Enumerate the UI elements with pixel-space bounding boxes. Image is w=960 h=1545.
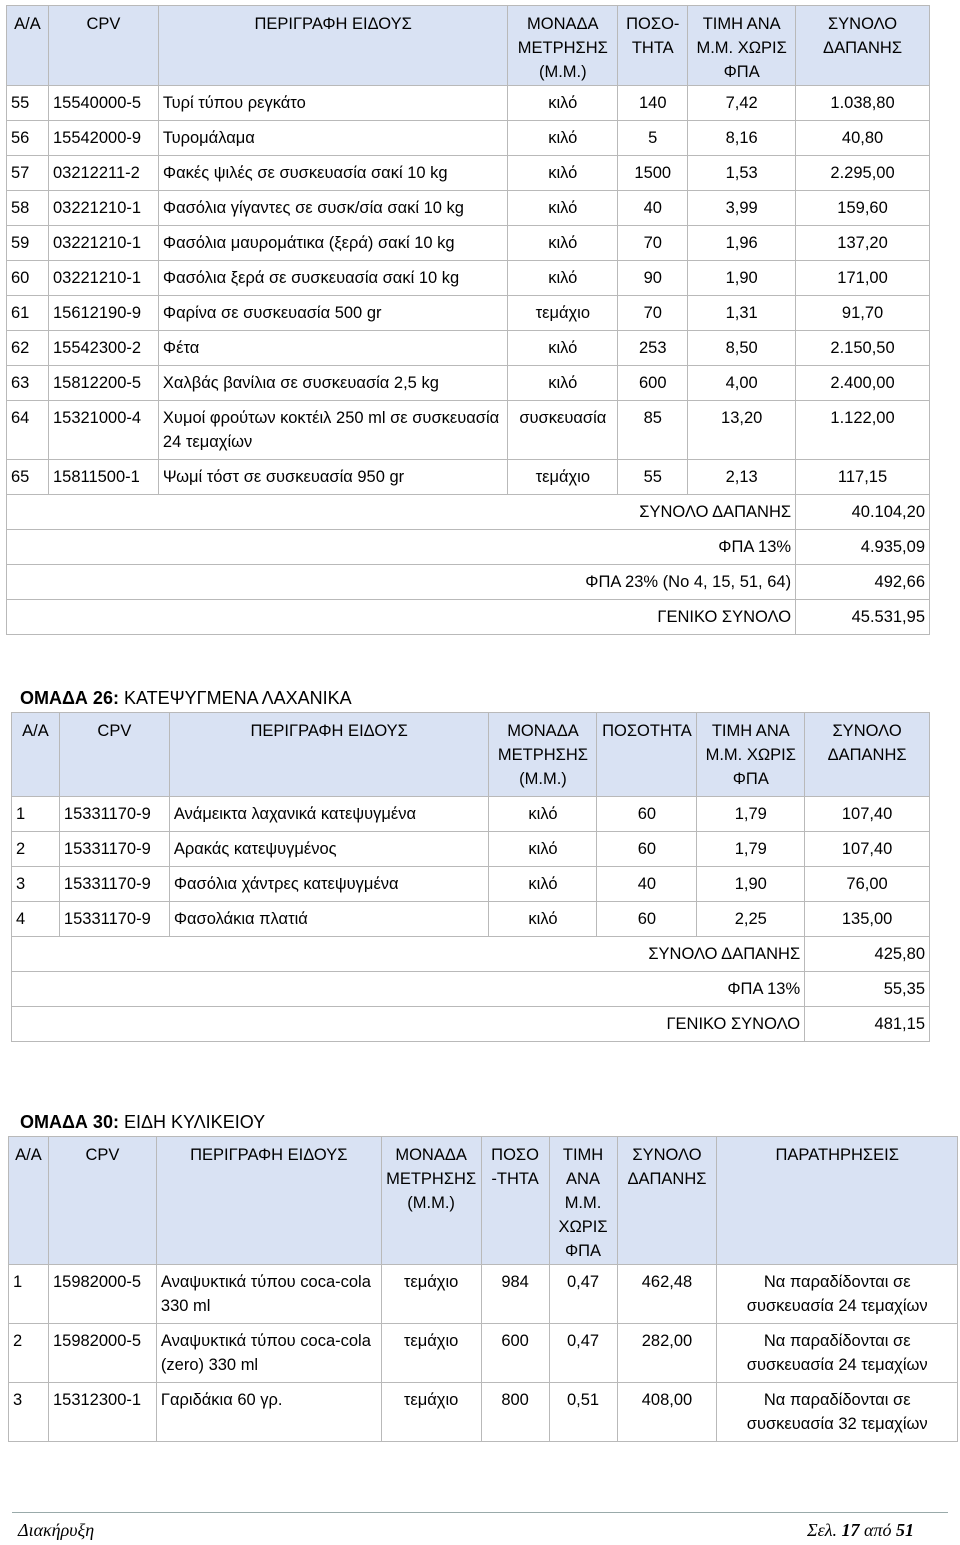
cell-cpv: 03221210-1 [48, 226, 158, 261]
summary-row [7, 495, 930, 530]
cell-quantity: 800 [481, 1383, 549, 1442]
cell-unit-price: 1,79 [697, 797, 805, 832]
cell-unit: κιλό [508, 261, 618, 296]
cell-quantity: 253 [618, 331, 688, 366]
header-unit-price: ΤΙΜΗ ΑΝΑ Μ.Μ. ΧΩΡΙΣ ΦΠΑ [697, 713, 805, 797]
cell-aa: 2 [12, 832, 60, 867]
cell-remarks: Να παραδίδονται σε συσκευασία 24 τεμαχίων [717, 1265, 958, 1324]
cell-quantity: 90 [618, 261, 688, 296]
header-description: ΠΕΡΙΓΡΑΦΗ ΕΙΔΟΥΣ [169, 713, 489, 797]
cell-unit: τεμάχιο [381, 1324, 481, 1383]
summary-value: 45.531,95 [796, 600, 930, 635]
cell-unit-price: 1,53 [688, 156, 796, 191]
header-unit-price: ΤΙΜΗ ΑΝΑ Μ.Μ. ΧΩΡΙΣ ΦΠΑ [549, 1137, 617, 1265]
cell-aa: 55 [7, 86, 49, 121]
cell-aa: 1 [12, 797, 60, 832]
cell-description: Τυρομάλαμα [158, 121, 507, 156]
cell-cpv: 15331170-9 [59, 902, 169, 937]
cell-unit: κιλό [508, 121, 618, 156]
cell-quantity: 5 [618, 121, 688, 156]
cell-description: Φακές ψιλές σε συσκευασία σακί 10 kg [158, 156, 507, 191]
cell-aa: 57 [7, 156, 49, 191]
table-row [7, 366, 930, 401]
header-quantity: ΠΟΣΟ -ΤΗΤΑ [481, 1137, 549, 1265]
cell-quantity: 984 [481, 1265, 549, 1324]
summary-value: 481,15 [805, 1007, 930, 1042]
cell-cpv: 15982000-5 [48, 1265, 156, 1324]
cell-unit-price: 1,31 [688, 296, 796, 331]
cell-total: 1.122,00 [796, 401, 930, 460]
cell-aa: 1 [9, 1265, 49, 1324]
footer-rule [12, 1512, 948, 1513]
cell-aa: 63 [7, 366, 49, 401]
cell-total: 135,00 [805, 902, 930, 937]
summary-label: ΣΥΝΟΛΟ ΔΑΠΑΝΗΣ [7, 495, 796, 530]
cell-unit: τεμάχιο [508, 460, 618, 495]
cell-aa: 62 [7, 331, 49, 366]
cell-aa: 58 [7, 191, 49, 226]
header-cpv: CPV [48, 6, 158, 86]
header-total: ΣΥΝΟΛΟ ΔΑΠΑΝΗΣ [796, 6, 930, 86]
cell-unit: κιλό [508, 86, 618, 121]
cell-cpv: 15812200-5 [48, 366, 158, 401]
cell-unit-price: 2,13 [688, 460, 796, 495]
summary-value: 4.935,09 [796, 530, 930, 565]
cell-aa: 59 [7, 226, 49, 261]
cell-quantity: 140 [618, 86, 688, 121]
header-total: ΣΥΝΟΛΟ ΔΑΠΑΝΗΣ [805, 713, 930, 797]
header-aa: Α/Α [9, 1137, 49, 1265]
cell-unit-price: 3,99 [688, 191, 796, 226]
cell-unit: τεμάχιο [381, 1265, 481, 1324]
cell-remarks: Να παραδίδονται σε συσκευασία 24 τεμαχίων [717, 1324, 958, 1383]
header-aa: Α/Α [7, 6, 49, 86]
cell-cpv: 15331170-9 [59, 797, 169, 832]
table-row [7, 226, 930, 261]
cell-description: Ψωμί τόστ σε συσκευασία 950 gr [158, 460, 507, 495]
table-row [7, 331, 930, 366]
cell-unit-price: 0,51 [549, 1383, 617, 1442]
cell-description: Φασόλια μαυρομάτικα (ξερά) σακί 10 kg [158, 226, 507, 261]
summary-row [7, 565, 930, 600]
cell-quantity: 600 [481, 1324, 549, 1383]
table-row [7, 261, 930, 296]
cell-total: 107,40 [805, 797, 930, 832]
cell-aa: 61 [7, 296, 49, 331]
cell-total: 1.038,80 [796, 86, 930, 121]
cell-unit: κιλό [508, 226, 618, 261]
cell-aa: 60 [7, 261, 49, 296]
header-cpv: CPV [48, 1137, 156, 1265]
table-row [12, 902, 930, 937]
cell-cpv: 15321000-4 [48, 401, 158, 460]
cell-description: Αρακάς κατεψυγμένος [169, 832, 489, 867]
cell-cpv: 15542300-2 [48, 331, 158, 366]
cell-unit-price: 1,79 [697, 832, 805, 867]
cell-description: Φέτα [158, 331, 507, 366]
cell-quantity: 70 [618, 296, 688, 331]
cell-cpv: 15542000-9 [48, 121, 158, 156]
table-row [9, 1324, 958, 1383]
cell-unit-price: 1,90 [688, 261, 796, 296]
cell-total: 76,00 [805, 867, 930, 902]
cell-total: 107,40 [805, 832, 930, 867]
summary-label: ΦΠΑ 23% (Νο 4, 15, 51, 64) [7, 565, 796, 600]
cell-unit: τεμάχιο [508, 296, 618, 331]
cell-unit-price: 8,16 [688, 121, 796, 156]
cell-total: 408,00 [617, 1383, 717, 1442]
cell-unit: κιλό [489, 902, 597, 937]
cell-cpv: 03212211-2 [48, 156, 158, 191]
header-description: ΠΕΡΙΓΡΑΦΗ ΕΙΔΟΥΣ [158, 6, 507, 86]
cell-quantity: 40 [597, 867, 697, 902]
cell-quantity: 70 [618, 226, 688, 261]
summary-value: 55,35 [805, 972, 930, 1007]
cell-aa: 2 [9, 1324, 49, 1383]
cell-unit: κιλό [508, 366, 618, 401]
group-30-title: ΟΜΑΔΑ 30: ΕΙΔΗ ΚΥΛΙΚΕΙΟΥ [20, 1112, 266, 1132]
footer-doc-title: Διακήρυξη [18, 1520, 95, 1540]
cell-description: Φασολάκια πλατιά [169, 902, 489, 937]
table-row [9, 1383, 958, 1442]
cell-cpv: 15312300-1 [48, 1383, 156, 1442]
summary-row [12, 972, 930, 1007]
cell-quantity: 60 [597, 832, 697, 867]
cell-unit-price: 2,25 [697, 902, 805, 937]
cell-description: Ανάμεικτα λαχανικά κατεψυγμένα [169, 797, 489, 832]
cell-cpv: 15540000-5 [48, 86, 158, 121]
header-unit: ΜΟΝΑΔΑ ΜΕΤΡΗΣΗΣ (Μ.Μ.) [489, 713, 597, 797]
table-row [12, 832, 930, 867]
cell-description: Τυρί τύπου ρεγκάτο [158, 86, 507, 121]
summary-value: 492,66 [796, 565, 930, 600]
cell-total: 462,48 [617, 1265, 717, 1324]
summary-label: ΓΕΝΙΚΟ ΣΥΝΟΛΟ [12, 1007, 805, 1042]
group-30-table [8, 1136, 958, 1442]
summary-row [12, 1007, 930, 1042]
cell-description: Αναψυκτικά τύπου coca-cola 330 ml [156, 1265, 381, 1324]
table-row [12, 867, 930, 902]
cell-description: Φασόλια χάντρες κατεψυγμένα [169, 867, 489, 902]
summary-value: 40.104,20 [796, 495, 930, 530]
cell-total: 282,00 [617, 1324, 717, 1383]
cell-unit: συσκευασία [508, 401, 618, 460]
cell-unit: κιλό [489, 832, 597, 867]
cell-cpv: 03221210-1 [48, 191, 158, 226]
summary-row [7, 600, 930, 635]
cell-cpv: 03221210-1 [48, 261, 158, 296]
cell-quantity: 60 [597, 797, 697, 832]
cell-description: Χαλβάς βανίλια σε συσκευασία 2,5 kg [158, 366, 507, 401]
cell-description: Αναψυκτικά τύπου coca-cola (zero) 330 ml [156, 1324, 381, 1383]
cell-total: 2.400,00 [796, 366, 930, 401]
cell-cpv: 15331170-9 [59, 832, 169, 867]
cell-unit: κιλό [508, 156, 618, 191]
summary-label: ΓΕΝΙΚΟ ΣΥΝΟΛΟ [7, 600, 796, 635]
cell-unit: κιλό [508, 331, 618, 366]
cell-quantity: 600 [618, 366, 688, 401]
group-26-table [11, 712, 930, 1042]
table-row [12, 797, 930, 832]
cell-quantity: 85 [618, 401, 688, 460]
header-remarks: ΠΑΡΑΤΗΡΗΣΕΙΣ [717, 1137, 958, 1265]
cell-total: 2.150,50 [796, 331, 930, 366]
header-total: ΣΥΝΟΛΟ ΔΑΠΑΝΗΣ [617, 1137, 717, 1265]
cell-quantity: 60 [597, 902, 697, 937]
header-description: ΠΕΡΙΓΡΑΦΗ ΕΙΔΟΥΣ [156, 1137, 381, 1265]
cell-quantity: 55 [618, 460, 688, 495]
cell-description: Χυμοί φρούτων κοκτέιλ 250 ml σε συσκευασία 24 τεμαχίων [158, 401, 507, 460]
cell-aa: 4 [12, 902, 60, 937]
cell-quantity: 40 [618, 191, 688, 226]
cell-total: 171,00 [796, 261, 930, 296]
cell-description: Φασόλια ξερά σε συσκευασία σακί 10 kg [158, 261, 507, 296]
cell-total: 40,80 [796, 121, 930, 156]
cell-description: Γαριδάκια 60 γρ. [156, 1383, 381, 1442]
summary-value: 425,80 [805, 937, 930, 972]
table-row [7, 296, 930, 331]
table-row [7, 191, 930, 226]
cell-unit: κιλό [508, 191, 618, 226]
cell-unit: τεμάχιο [381, 1383, 481, 1442]
cell-remarks: Να παραδίδονται σε συσκευασία 32 τεμαχίων [717, 1383, 958, 1442]
header-quantity: ΠΟΣΟΤΗΤΑ [597, 713, 697, 797]
table-row [7, 156, 930, 191]
cell-unit: κιλό [489, 867, 597, 902]
cell-unit-price: 1,96 [688, 226, 796, 261]
cell-unit-price: 8,50 [688, 331, 796, 366]
cell-unit-price: 4,00 [688, 366, 796, 401]
cell-cpv: 15982000-5 [48, 1324, 156, 1383]
table-row [7, 86, 930, 121]
cell-aa: 3 [9, 1383, 49, 1442]
cell-unit-price: 1,90 [697, 867, 805, 902]
header-cpv: CPV [59, 713, 169, 797]
cell-unit-price: 13,20 [688, 401, 796, 460]
cell-total: 159,60 [796, 191, 930, 226]
summary-row [12, 937, 930, 972]
cell-aa: 65 [7, 460, 49, 495]
cell-description: Φαρίνα σε συσκευασία 500 gr [158, 296, 507, 331]
summary-row [7, 530, 930, 565]
summary-label: ΣΥΝΟΛΟ ΔΑΠΑΝΗΣ [12, 937, 805, 972]
cell-quantity: 1500 [618, 156, 688, 191]
cell-aa: 3 [12, 867, 60, 902]
cell-description: Φασόλια γίγαντες σε συσκ/σία σακί 10 kg [158, 191, 507, 226]
header-quantity: ΠΟΣΟ-ΤΗΤΑ [618, 6, 688, 86]
cell-aa: 64 [7, 401, 49, 460]
cell-total: 117,15 [796, 460, 930, 495]
cell-total: 91,70 [796, 296, 930, 331]
cell-unit-price: 0,47 [549, 1324, 617, 1383]
table-row [7, 460, 930, 495]
cell-unit-price: 0,47 [549, 1265, 617, 1324]
cell-cpv: 15612190-9 [48, 296, 158, 331]
header-unit-price: ΤΙΜΗ ΑΝΑ Μ.Μ. ΧΩΡΙΣ ΦΠΑ [688, 6, 796, 86]
cell-cpv: 15331170-9 [59, 867, 169, 902]
summary-label: ΦΠΑ 13% [7, 530, 796, 565]
cell-total: 2.295,00 [796, 156, 930, 191]
table-row [7, 401, 930, 460]
items-table-continued [6, 5, 930, 635]
cell-aa: 56 [7, 121, 49, 156]
header-unit: ΜΟΝΑΔΑ ΜΕΤΡΗΣΗΣ (Μ.Μ.) [381, 1137, 481, 1265]
cell-total: 137,20 [796, 226, 930, 261]
cell-unit-price: 7,42 [688, 86, 796, 121]
table-row [7, 121, 930, 156]
header-unit: ΜΟΝΑΔΑ ΜΕΤΡΗΣΗΣ (Μ.Μ.) [508, 6, 618, 86]
footer-page-number: Σελ. 17 από 51 [806, 1520, 914, 1540]
cell-unit: κιλό [489, 797, 597, 832]
header-aa: Α/Α [12, 713, 60, 797]
group-26-title: ΟΜΑΔΑ 26: ΚΑΤΕΨΥΓΜΕΝΑ ΛΑΧΑΝΙΚΑ [20, 688, 352, 708]
summary-label: ΦΠΑ 13% [12, 972, 805, 1007]
cell-cpv: 15811500-1 [48, 460, 158, 495]
table-row [9, 1265, 958, 1324]
